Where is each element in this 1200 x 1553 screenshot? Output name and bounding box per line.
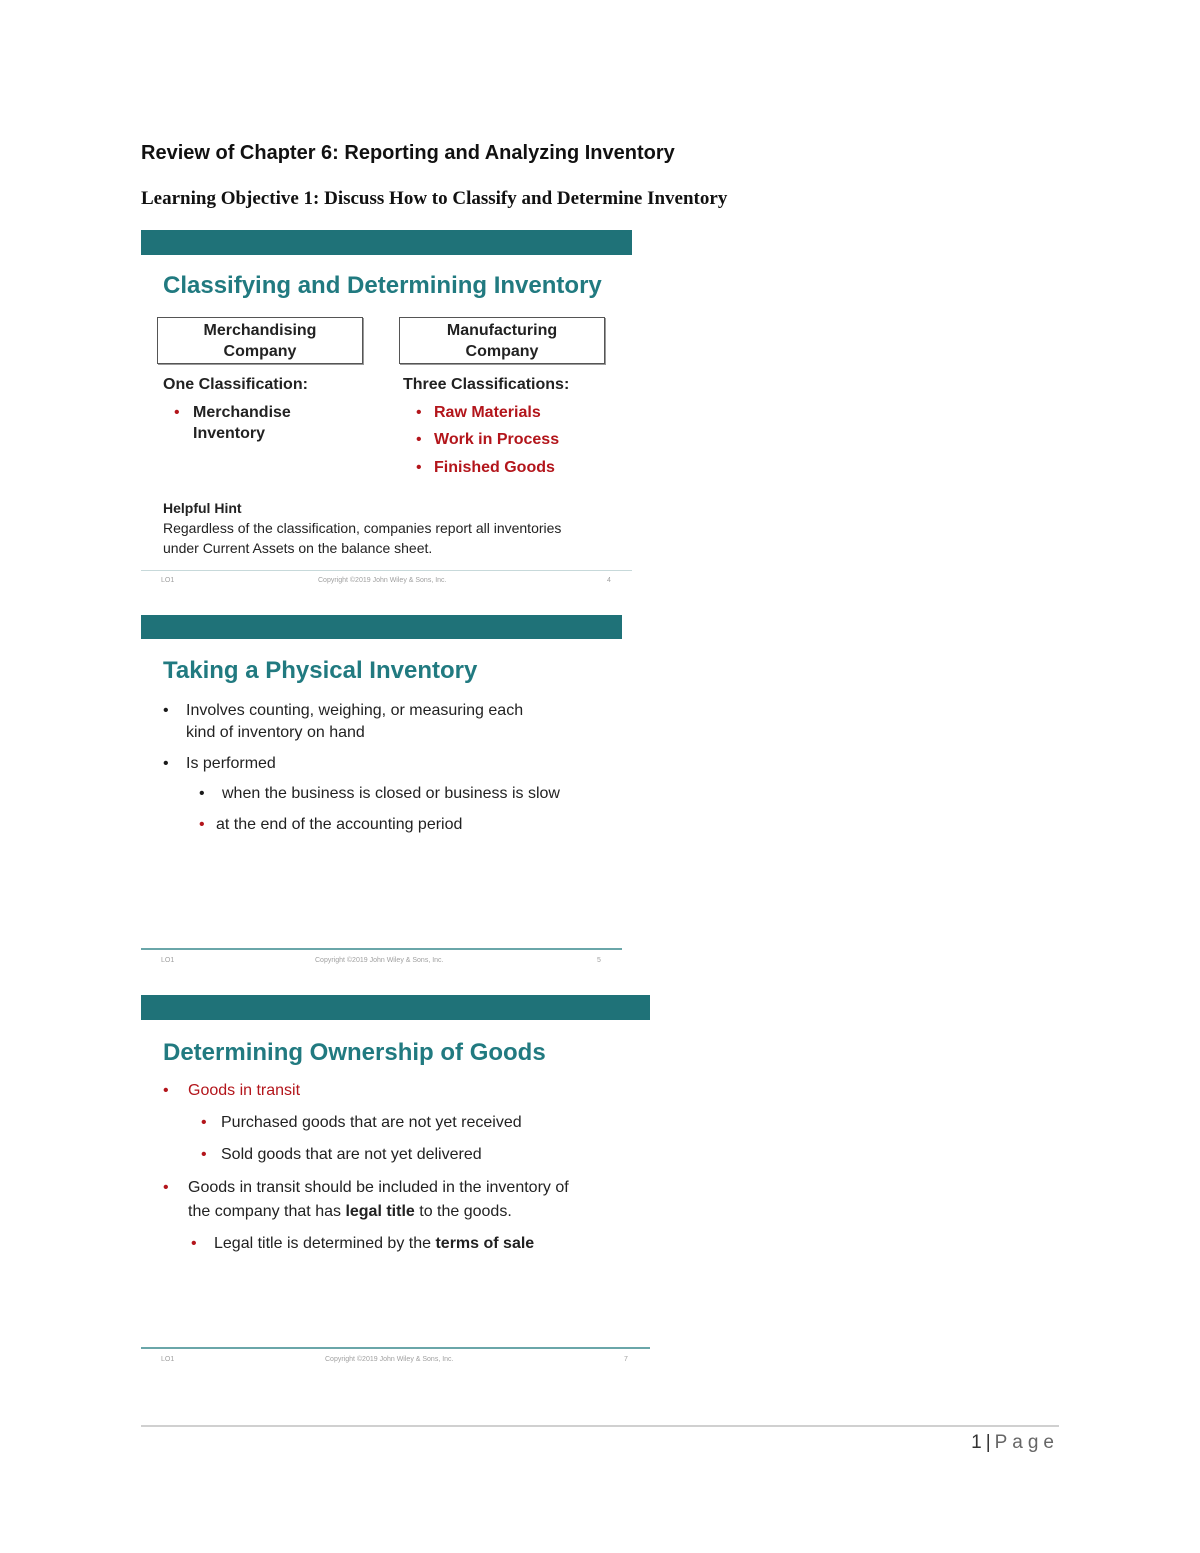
box-line: Company [465,342,539,360]
goods-in-transit-heading: Goods in transit [188,1082,301,1099]
page-number-separator: | [985,1432,991,1453]
three-classifications-heading: Three Classifications: [403,376,570,393]
slide-physical-inventory [141,615,622,970]
slide-footer-number: 4 [607,577,611,584]
box-line: Manufacturing [446,321,558,339]
merchandise-inventory-line: Merchandise [193,404,291,421]
helpful-hint-heading: Helpful Hint [163,500,242,516]
bullet-icon: • [163,702,169,719]
sub-bullet-text [214,1233,534,1255]
bullet-icon: • [416,459,422,476]
text-segment: the company that has [188,1203,346,1220]
slide-footer-rule [141,948,622,950]
bullet-icon: • [199,816,205,833]
bullet-text: kind of inventory on hand [186,724,365,741]
bullet-icon: • [163,1082,169,1099]
bullet-text: Involves counting, weighing, or measuring each [186,702,524,719]
bullet-icon: • [201,1114,207,1131]
document-subtitle: Learning Objective 1: Discuss How to Classify and Determine Inventory [141,188,728,209]
slide-title: Determining Ownership of Goods [163,1039,546,1066]
merchandise-inventory-line: Inventory [193,425,266,442]
classification-item: Raw Materials [434,404,541,421]
page-footer-rule [141,1425,1059,1427]
slide-footer-lo: LO1 [161,957,175,964]
slide-footer-number: 5 [597,957,601,964]
text-segment: to the goods. [414,1203,512,1220]
slide-title: Classifying and Determining Inventory [163,272,602,299]
terms-of-sale-emphasis: terms of sale [435,1235,535,1252]
bullet-icon: • [201,1146,207,1163]
bullet-icon: • [191,1235,197,1252]
document-title: Review of Chapter 6: Reporting and Analyzing Inventory [141,142,675,164]
slide-ownership-of-goods [141,995,650,1373]
slide-footer-copyright: Copyright ©2019 John Wiley & Sons, Inc. [325,1356,454,1363]
slide-footer-copyright: Copyright ©2019 John Wiley & Sons, Inc. [318,577,447,584]
bullet-text-line2 [188,1201,512,1223]
slide-header-bar [141,995,650,1020]
page-number-value: 1 [971,1432,982,1453]
one-classification-heading: One Classification: [163,376,308,393]
helpful-hint-text: under Current Assets on the balance sheet. [163,540,433,556]
bullet-icon: • [163,755,169,772]
bullet-icon: • [174,404,180,421]
slide-footer-number: 7 [624,1356,628,1363]
slide-footer-rule [141,1347,650,1349]
slide-header-bar [141,230,632,255]
bullet-text: Is performed [186,755,276,772]
slide-footer-lo: LO1 [161,1356,175,1363]
slide-title: Taking a Physical Inventory [163,657,478,684]
box-line: Company [223,342,297,360]
sub-bullet-text: when the business is closed or business is slow [222,785,560,802]
legal-title-emphasis: legal title [345,1203,415,1220]
slide-footer-rule [141,570,632,571]
bullet-icon: • [199,785,205,802]
slide-header-bar [141,615,622,639]
page-number [971,1432,1059,1454]
sub-bullet-text: Purchased goods that are not yet received [221,1114,522,1131]
slide-footer-lo: LO1 [161,577,175,584]
classification-item: Finished Goods [434,459,555,476]
bullet-icon: • [416,431,422,448]
classification-item: Work in Process [434,431,560,448]
sub-bullet-text: at the end of the accounting period [216,816,463,833]
text-segment: Legal title is determined by the [214,1235,436,1252]
bullet-text: Goods in transit should be included in the inventory of [188,1179,569,1196]
bullet-icon: • [163,1179,169,1196]
slide-classifying-inventory [141,230,632,598]
manufacturing-company-box [399,317,605,364]
slide-footer-copyright: Copyright ©2019 John Wiley & Sons, Inc. [315,957,444,964]
box-line: Merchandising [203,321,317,339]
merchandising-company-box [157,317,363,364]
helpful-hint-text: Regardless of the classification, companies report all inventories [163,520,562,536]
sub-bullet-text: Sold goods that are not yet delivered [221,1146,482,1163]
page-number-word: Page [994,1432,1059,1453]
bullet-icon: • [416,404,422,421]
